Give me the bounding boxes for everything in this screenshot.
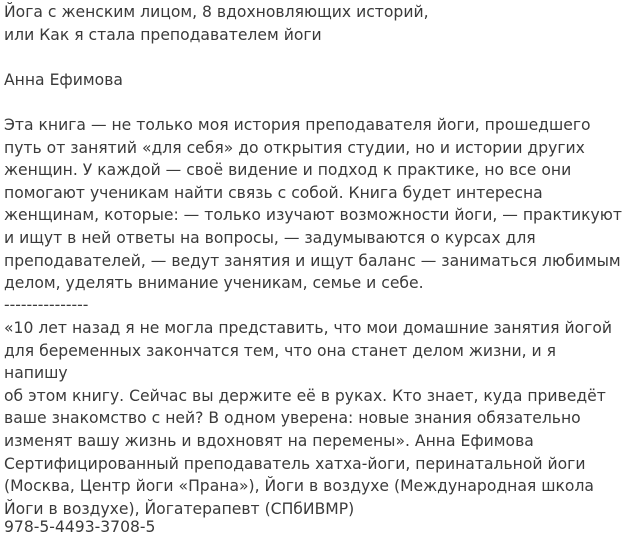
isbn-number: 978-5-4493-3708-5 xyxy=(4,518,156,536)
book-author: Анна Ефимова xyxy=(4,71,123,89)
book-title: Йога с женским лицом, 8 вдохновляющих историй, или Как я стала преподавателем йоги xyxy=(4,3,429,44)
book-description: Эта книга — не только моя история преподавателя йоги, прошедшего путь от занятий «для себя» до открытия студии, но и истории других женщин. У каждой — своё видение и подход к практике, но все они помогают ученикам найти связь с собой. Книга будет интересна женщинам, которые: — только изучают возможности йоги, — практикуют и ищут в ней ответы на вопросы, — задумываются о курсах для преподавателей, — ведут занятия и ищут баланс — заниматься любимым делом, уделять внимание ученикам, семье и себе. xyxy=(4,116,622,293)
separator-line: --------------- xyxy=(4,296,89,314)
author-quote: «10 лет назад я не могла представить, что мои домашние занятия йогой для беременных закончатся тем, что она станет делом жизни, и я напишу об этом книгу. Сейчас вы держите её в руках. Кто знает, куда приведёт ваше знакомство с ней? В одном уверена: новые знания обязательно изменят вашу жизнь и вдохновят на перемены». Анна Ефимова Сертифицированный преподаватель хатха-йоги, перинатальной йоги (Москва, Центр йоги «Прана»), Йоги в воздухе (Международная школа Йоги в воздухе), Йогатерапевт (СПбИВМР) xyxy=(4,319,613,518)
